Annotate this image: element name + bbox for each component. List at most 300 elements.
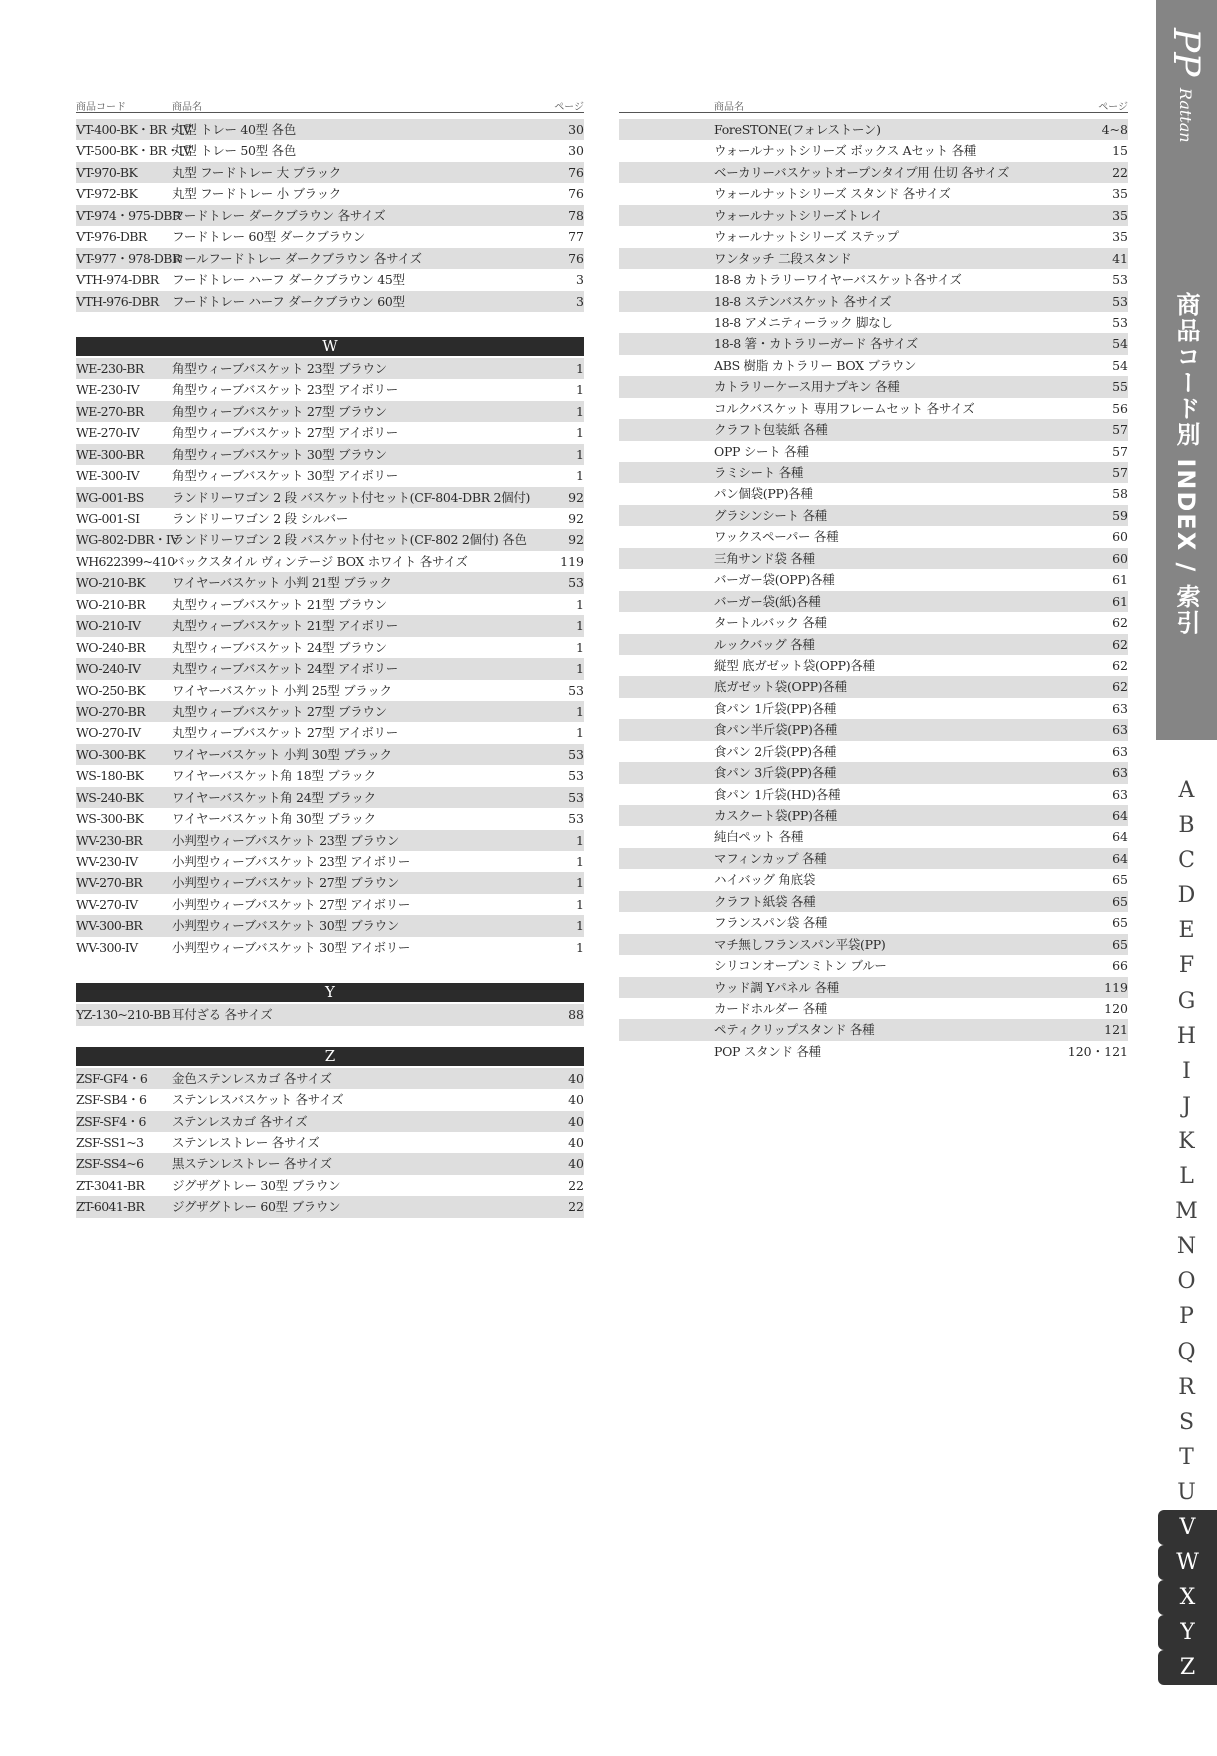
product-name: 金色ステンレスカゴ 各サイズ (172, 1070, 332, 1086)
product-code: ZSF-GF4・6 (76, 1070, 148, 1086)
product-code: VT-976-DBR (76, 229, 147, 245)
product-name: 小判型ウィーブバスケット 30型 アイボリー (172, 939, 411, 955)
index-letter-y[interactable]: Y (1158, 1615, 1217, 1650)
page-number: 88 (568, 1007, 584, 1023)
product-name: カードホルダー 各種 (714, 1000, 827, 1016)
product-name: フランスパン袋 各種 (714, 915, 828, 931)
page-number: 92 (568, 489, 584, 505)
page-number: 53 (1112, 272, 1128, 288)
product-name: ステンレスバスケット 各サイズ (172, 1092, 344, 1108)
index-row (619, 441, 1128, 462)
product-code: WO-210-IV (76, 618, 141, 634)
product-code: VTH-974-DBR (76, 272, 159, 288)
page-number: 59 (1112, 507, 1128, 523)
page-number: 15 (1112, 143, 1128, 159)
page-number: 62 (1112, 657, 1128, 673)
index-row (76, 487, 584, 508)
product-name: フードトレー ハーフ ダークブラウン 60型 (172, 293, 405, 309)
index-letter-g[interactable]: G (1177, 988, 1196, 1014)
index-letter-p[interactable]: P (1179, 1304, 1194, 1330)
page-number: 76 (568, 186, 584, 202)
product-name: ロールフードトレー ダークブラウン 各サイズ (172, 250, 422, 266)
product-name: 18-8 アメニティーラック 脚なし (714, 314, 893, 330)
product-code: WE-270-IV (76, 425, 140, 441)
index-letter-i[interactable]: I (1182, 1058, 1191, 1084)
index-letter-k[interactable]: K (1178, 1128, 1195, 1154)
product-code: WS-300-BK (76, 811, 144, 827)
index-row (76, 1132, 584, 1153)
product-code: VT-500-BK・BR・IV (76, 143, 192, 159)
page-number: 62 (1112, 636, 1128, 652)
product-name: 丸型 トレー 40型 各色 (172, 122, 296, 137)
index-row (619, 1019, 1128, 1040)
index-row (619, 376, 1128, 397)
index-row (76, 722, 584, 743)
page-number: 41 (1112, 250, 1128, 266)
z-section-rows (76, 1068, 584, 1218)
index-letter-v[interactable]: V (1158, 1510, 1217, 1545)
index-row (76, 1004, 584, 1025)
page-number: 60 (1112, 550, 1128, 566)
page-number: 57 (1112, 422, 1128, 438)
page-number: 1 (576, 403, 584, 419)
index-row (76, 808, 584, 829)
index-row (619, 183, 1128, 204)
product-name: 丸型ウィーブバスケット 21型 アイボリー (172, 618, 398, 634)
index-row (76, 744, 584, 765)
index-row (619, 269, 1128, 290)
page-number: 65 (1112, 893, 1128, 909)
product-name: ウォールナットシリーズトレイ (714, 207, 883, 223)
product-name: ウォールナットシリーズ スタンド 各サイズ (714, 186, 951, 202)
page-number: 120 (1104, 1000, 1128, 1016)
page-number: 53 (568, 682, 584, 698)
product-name: 角型ウィーブバスケット 30型 ブラウン (172, 446, 387, 462)
page-number: 53 (1112, 314, 1128, 330)
product-name: 角型ウィーブバスケット 27型 ブラウン (172, 403, 387, 419)
product-code: WO-210-BR (76, 596, 146, 612)
product-name: パン個袋(PP)各種 (714, 486, 813, 502)
index-row (76, 140, 584, 161)
index-letter-f[interactable]: F (1178, 953, 1195, 979)
product-code: ZSF-SF4・6 (76, 1113, 146, 1129)
page-number: 40 (568, 1070, 584, 1086)
product-name: ステンレストレー 各サイズ (172, 1134, 320, 1150)
page-number: 1 (576, 854, 584, 869)
page-number: 120・121 (1067, 1043, 1128, 1059)
page-number: 1 (576, 896, 584, 912)
page-number: 4~8 (1101, 122, 1128, 137)
product-code: WE-230-BR (76, 360, 144, 376)
page-number: 62 (1112, 615, 1128, 631)
product-name: 18-8 ステンバスケット 各サイズ (714, 293, 892, 309)
product-name: カスクート袋(PP)各種 (714, 808, 837, 823)
product-code: WE-270-BR (76, 403, 144, 419)
page-number: 1 (576, 596, 584, 612)
index-row (76, 529, 584, 550)
index-row (76, 226, 584, 247)
product-name: 底ガゼット袋(OPP)各種 (714, 679, 847, 695)
index-row (619, 162, 1128, 183)
index-row (76, 701, 584, 722)
product-name: 角型ウィーブバスケット 23型 ブラウン (172, 360, 387, 376)
index-row (76, 1196, 584, 1217)
index-row (76, 291, 584, 312)
product-name: ルックバッグ 各種 (714, 636, 815, 652)
index-row (76, 1111, 584, 1132)
index-row (619, 291, 1128, 312)
index-row (619, 998, 1128, 1019)
index-letter-e[interactable]: E (1178, 918, 1195, 944)
index-row (76, 269, 584, 290)
brand-logo-main: PP (1165, 28, 1206, 77)
product-name: ワイヤーバスケット角 30型 ブラック (172, 811, 376, 827)
index-letter-q[interactable]: Q (1177, 1339, 1196, 1365)
product-code: VT-977・978-DBR (76, 250, 181, 266)
index-row (619, 655, 1128, 676)
product-code: WE-230-IV (76, 382, 140, 398)
index-row (619, 248, 1128, 269)
product-name: ウォールナットシリーズ ボックス Aセット 各種 (714, 143, 976, 159)
index-row (619, 977, 1128, 998)
page-number: 55 (1112, 379, 1128, 395)
index-row (619, 676, 1128, 697)
index-row (619, 483, 1128, 504)
product-name: ラミシート 各種 (714, 465, 804, 480)
product-code: WO-270-IV (76, 725, 141, 741)
page-number: 53 (568, 811, 584, 827)
page-number: 1 (576, 446, 584, 462)
product-name: マフィンカップ 各種 (714, 850, 827, 866)
product-code: ZT-6041-BR (76, 1199, 145, 1215)
index-letter-b[interactable]: B (1178, 813, 1195, 839)
page-header: ページ (554, 102, 584, 113)
product-name: 丸型 トレー 50型 各色 (172, 143, 296, 159)
product-name: クラフト包装紙 各種 (714, 422, 828, 438)
product-name: バーガー袋(OPP)各種 (714, 572, 835, 588)
index-row (619, 462, 1128, 483)
page-number: 56 (1112, 400, 1128, 416)
w-section-rows (76, 358, 584, 958)
section-header-y: Y (76, 983, 584, 1002)
index-row (76, 937, 584, 958)
name-header: 商品名 (714, 102, 744, 113)
product-name: ペティクリップスタンド 各種 (714, 1022, 875, 1038)
product-name: 角型ウィーブバスケット 30型 アイボリー (172, 468, 398, 484)
page-number: 35 (1112, 186, 1128, 202)
page-number: 64 (1112, 829, 1128, 845)
page-header: ページ (1098, 102, 1128, 113)
product-code: WG-802-DBR・IV (76, 532, 179, 548)
page-number: 1 (576, 832, 584, 848)
index-letter-r[interactable]: R (1178, 1374, 1195, 1400)
index-row (619, 826, 1128, 847)
product-code: WO-250-BK (76, 682, 145, 698)
page-number: 66 (1112, 958, 1128, 974)
page-number: 54 (1112, 357, 1128, 373)
index-letter-d[interactable]: D (1177, 883, 1196, 909)
code-header: 商品コード (76, 102, 126, 113)
index-row (619, 741, 1128, 762)
index-row (76, 594, 584, 615)
product-name: シリコンオーブンミトン ブルー (714, 958, 887, 974)
index-row (76, 637, 584, 658)
page-number: 63 (1112, 700, 1128, 716)
product-name: クラフト紙袋 各種 (714, 893, 816, 909)
section-header-w: W (76, 337, 584, 356)
product-code: WE-300-BR (76, 446, 144, 462)
index-row (619, 869, 1128, 890)
page-number: 1 (576, 425, 584, 441)
product-name: 耳付ざる 各サイズ (172, 1007, 273, 1023)
product-name: バーガー袋(紙)各種 (714, 593, 821, 609)
left-column-header (76, 96, 584, 113)
page-number: 63 (1112, 765, 1128, 781)
page-number: 119 (1104, 979, 1128, 995)
index-row (619, 762, 1128, 783)
product-code: WG-001-BS (76, 489, 144, 505)
page-number: 30 (568, 143, 584, 159)
product-name: ステンレスカゴ 各サイズ (172, 1113, 308, 1129)
page-number: 53 (568, 746, 584, 762)
index-letter-h[interactable]: H (1176, 1023, 1197, 1049)
product-name: コルクバスケット 専用フレームセット 各サイズ (714, 400, 975, 416)
product-name: ワイヤーバスケット 小判 21型 ブラック (172, 575, 392, 591)
product-name: ワイヤーバスケット角 18型 ブラック (172, 768, 376, 784)
product-name: POP スタンド 各種 (714, 1043, 821, 1059)
index-row (619, 912, 1128, 933)
index-row (619, 719, 1128, 740)
page-number: 58 (1112, 486, 1128, 502)
index-letter-o[interactable]: O (1177, 1269, 1196, 1295)
index-letter-x[interactable]: X (1158, 1580, 1217, 1615)
product-code: VT-974・975-DBR (76, 207, 181, 223)
page-number: 35 (1112, 229, 1128, 245)
index-row (619, 848, 1128, 869)
index-row (619, 505, 1128, 526)
page-number: 62 (1112, 679, 1128, 695)
product-name: フードトレー 60型 ダークブラウン (172, 229, 366, 245)
product-code: VT-970-BK (76, 164, 138, 180)
page-number: 40 (568, 1113, 584, 1129)
product-code: WV-270-BR (76, 875, 143, 891)
product-name: 食パン 1斤袋(HD)各種 (714, 786, 841, 802)
page-number: 53 (568, 575, 584, 591)
page-number: 1 (576, 703, 584, 719)
v-section-rows (76, 119, 584, 312)
index-row (619, 548, 1128, 569)
index-row (619, 398, 1128, 419)
index-row (76, 183, 584, 204)
product-code: WV-270-IV (76, 896, 138, 912)
index-letter-m[interactable]: M (1175, 1199, 1198, 1225)
page-number: 3 (576, 272, 584, 288)
index-row (76, 465, 584, 486)
index-letter-n[interactable]: N (1176, 1234, 1197, 1260)
product-name: ウォールナットシリーズ ステップ (714, 229, 899, 245)
index-row (76, 765, 584, 786)
index-row (76, 787, 584, 808)
alphabet-nav (1156, 773, 1217, 1685)
product-name: 純白ペット 各種 (714, 829, 804, 845)
product-code: WV-230-BR (76, 832, 143, 848)
product-name: マチ無しフランスパン平袋(PP) (714, 936, 886, 952)
page-number: 30 (568, 122, 584, 137)
product-name: 角型ウィーブバスケット 23型 アイボリー (172, 382, 398, 398)
index-row (619, 569, 1128, 590)
page-number: 53 (1112, 293, 1128, 309)
page-number: 92 (568, 511, 584, 526)
index-row (619, 934, 1128, 955)
product-name: 丸型ウィーブバスケット 21型 ブラウン (172, 596, 387, 612)
product-name: 食パン 1斤袋(PP)各種 (714, 700, 837, 716)
page-number: 22 (568, 1177, 584, 1193)
product-code: ZSF-SB4・6 (76, 1092, 147, 1108)
y-section-rows (76, 1004, 584, 1025)
index-row (76, 915, 584, 936)
product-name: 丸型 フードトレー 大 ブラック (172, 164, 341, 180)
product-name: 黒ステンレストレー 各サイズ (172, 1156, 332, 1172)
product-code: ZSF-SS1~3 (76, 1134, 144, 1150)
product-name: グラシンシート 各種 (714, 507, 827, 523)
index-row (76, 1089, 584, 1110)
index-row (619, 312, 1128, 333)
index-letter-u[interactable]: U (1177, 1479, 1196, 1505)
page-number: 1 (576, 360, 584, 376)
product-name: ワンタッチ 二段スタンド (714, 250, 852, 266)
page-number: 57 (1112, 443, 1128, 459)
product-code: VTH-976-DBR (76, 293, 159, 309)
product-name: ウッド調 Yパネル 各種 (714, 979, 839, 995)
page-number: 22 (568, 1199, 584, 1215)
page-number: 1 (576, 661, 584, 677)
page-number: 1 (576, 468, 584, 484)
product-code: ZSF-SS4~6 (76, 1156, 144, 1172)
index-row (619, 526, 1128, 547)
product-code: WO-270-BR (76, 703, 146, 719)
index-letter-s[interactable]: S (1178, 1409, 1195, 1435)
product-code: WV-300-IV (76, 939, 138, 955)
page-number: 40 (568, 1134, 584, 1150)
page-number: 3 (576, 293, 584, 309)
product-name: 18-8 箸・カトラリーガード 各サイズ (714, 336, 918, 352)
product-code: VT-400-BK・BR・IV (76, 122, 192, 137)
index-row (619, 140, 1128, 161)
index-row (76, 680, 584, 701)
product-code: WO-300-BK (76, 746, 145, 762)
index-row (619, 805, 1128, 826)
page-number: 64 (1112, 808, 1128, 823)
page-number: 1 (576, 382, 584, 398)
product-name: ワックスペーパー 各種 (714, 529, 839, 545)
product-name: ワイヤーバスケット角 24型 ブラック (172, 789, 376, 805)
page-number: 61 (1112, 572, 1128, 588)
index-row (619, 419, 1128, 440)
index-letter-a[interactable]: A (1178, 778, 1195, 803)
page-number: 53 (568, 789, 584, 805)
index-row (619, 355, 1128, 376)
index-row (619, 119, 1128, 140)
product-name: ワイヤーバスケット 小判 25型 ブラック (172, 682, 392, 698)
product-name: ランドリーワゴン 2 段 バスケット付セット(CF-802 2個付) 各色 (172, 532, 527, 548)
product-name: フードトレー ダークブラウン 各サイズ (172, 207, 386, 223)
page-number: 35 (1112, 207, 1128, 223)
product-name: 三角サンド袋 各種 (714, 550, 815, 566)
product-code: WO-240-IV (76, 661, 141, 677)
name-header: 商品名 (172, 102, 202, 113)
product-code: ZT-3041-BR (76, 1177, 145, 1193)
page-number: 63 (1112, 722, 1128, 738)
product-code: WS-180-BK (76, 768, 144, 784)
index-row (619, 955, 1128, 976)
product-code: YZ-130~210-BB (76, 1007, 171, 1023)
product-name: ランドリーワゴン 2 段 シルバー (172, 511, 349, 526)
product-name: ジグザグトレー 60型 ブラウン (172, 1199, 341, 1215)
index-letter-j[interactable]: J (1182, 1093, 1191, 1119)
product-name: ベーカリーバスケットオープンタイプ用 仕切 各サイズ (714, 164, 1010, 180)
page-number: 40 (568, 1092, 584, 1108)
product-code: WO-210-BK (76, 575, 145, 591)
page-number: 40 (568, 1156, 584, 1172)
index-letter-w[interactable]: W (1158, 1545, 1217, 1580)
section-header-z: Z (76, 1047, 584, 1066)
product-code: WG-001-SI (76, 511, 140, 526)
product-name: 小判型ウィーブバスケット 30型 ブラウン (172, 918, 400, 934)
product-name: ワイヤーバスケット 小判 30型 ブラック (172, 746, 392, 762)
page-number: 76 (568, 164, 584, 180)
product-code: WO-240-BR (76, 639, 146, 655)
index-letter-l[interactable]: L (1179, 1164, 1194, 1190)
product-name: ジグザグトレー 30型 ブラウン (172, 1177, 341, 1193)
brand-logo-sub: Rattan (1176, 87, 1195, 143)
product-code: VT-972-BK (76, 186, 138, 202)
page-number: 60 (1112, 529, 1128, 545)
product-name: 丸型ウィーブバスケット 24型 ブラウン (172, 639, 387, 655)
product-name: カトラリーケース用ナプキン 各種 (714, 379, 900, 395)
product-name: タートルバック 各種 (714, 615, 827, 631)
page-number: 57 (1112, 465, 1128, 480)
product-code: WS-240-BK (76, 789, 144, 805)
right-section-rows (619, 119, 1128, 1062)
page-number: 92 (568, 532, 584, 548)
product-name: 丸型ウィーブバスケット 24型 アイボリー (172, 661, 398, 677)
index-row (76, 1153, 584, 1174)
product-name: 食パン 3斤袋(PP)各種 (714, 765, 837, 781)
index-letter-t[interactable]: T (1179, 1444, 1194, 1470)
page-number: 65 (1112, 936, 1128, 952)
page-number: 61 (1112, 593, 1128, 609)
index-row (76, 119, 584, 140)
product-code: WV-230-IV (76, 854, 138, 869)
index-letter-c[interactable]: C (1178, 848, 1195, 874)
page-number: 1 (576, 639, 584, 655)
page-number: 65 (1112, 872, 1128, 888)
index-row (76, 508, 584, 529)
index-row (619, 591, 1128, 612)
page-number: 54 (1112, 336, 1128, 352)
product-code: WV-300-BR (76, 918, 143, 934)
left-index-column (76, 96, 584, 1218)
index-row (76, 422, 584, 443)
page-number: 76 (568, 250, 584, 266)
index-row (76, 358, 584, 379)
page-number: 53 (568, 768, 584, 784)
index-letter-z[interactable]: Z (1158, 1650, 1217, 1685)
product-name: 丸型ウィーブバスケット 27型 ブラウン (172, 703, 387, 719)
page-number: 1 (576, 918, 584, 934)
product-name: 縦型 底ガゼット袋(OPP)各種 (714, 657, 875, 673)
product-name: 小判型ウィーブバスケット 27型 ブラウン (172, 875, 400, 891)
